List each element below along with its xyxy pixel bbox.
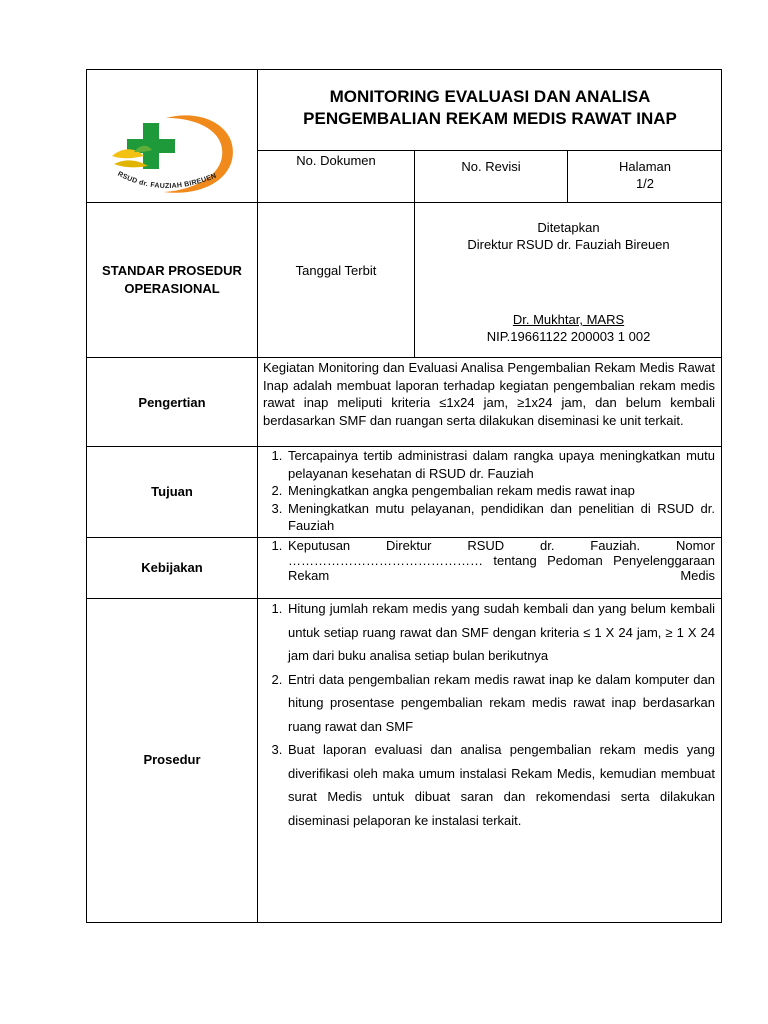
tujuan-label: Tujuan (151, 484, 193, 499)
sop-label-line-2: OPERASIONAL (124, 281, 220, 296)
no-revisi-label: No. Revisi (461, 159, 521, 174)
list-item: 2. Meningkatkan angka pengembalian rekam medis rawat inap (286, 482, 715, 500)
list-item: 2. Entri data pengembalian rekam medis rawat inap ke dalam komputer dan hitung prosentase pengembalian rekam medis rawat inap berdasarkan ruang rawat dan SMF (286, 668, 715, 739)
divider (86, 357, 722, 358)
list-item: 3. Meningkatkan mutu pelayanan, pendidikan dan penelitian di RSUD dr. Fauziah (286, 500, 715, 535)
hospital-logo (104, 108, 240, 200)
list-item: 1. Keputusan Direktur RSUD dr. Fauziah. Nomor ……………………………………… tentang Pedoman Penyelenggaraan Rekam Medis (286, 538, 715, 583)
divider (257, 69, 258, 923)
sop-label-line-1: STANDAR PROSEDUR (102, 263, 242, 278)
sop-label (87, 262, 257, 298)
title-line-1: MONITORING EVALUASI DAN ANALISA (329, 87, 651, 106)
kebijakan-label: Kebijakan (141, 560, 203, 575)
divider (86, 202, 722, 203)
halaman-label (568, 158, 722, 192)
list-item: 1. Tercapainya tertib administrasi dalam rangka upaya meningkatkan mutu pelayanan kesehatan di RSUD dr. Fauziah (286, 447, 715, 482)
direktur-text: Direktur RSUD dr. Fauziah Bireuen (467, 237, 670, 252)
pengertian-text: Kegiatan Monitoring dan Evaluasi Analisa Pengembalian Rekam Medis Rawat Inap adalah membuat laporan terhadap kegiatan pengembalian rekam medis rawat inap meliputi kriteria ≤1x24 jam, ≥1x24 jam, dan belum kembali berdasarkan SMF dan ruangan serta dilakukan diseminasi ke unit terkait. (263, 360, 715, 428)
list-item: 3. Buat laporan evaluasi dan analisa pengembalian rekam medis yang diverifikasi oleh maka umum instalasi Rekam Medis, kemudian membuat surat Medis untuk dibuat saran dan rekomendasi serta dilakukan diseminasi pelaporan ke instalasi terkait. (286, 738, 715, 832)
halaman-text: Halaman (618, 159, 672, 174)
ditetapkan-block (415, 219, 722, 253)
prosedur-label: Prosedur (143, 752, 201, 767)
tanggal-terbit-label: Tanggal Terbit (295, 263, 377, 278)
document-title (258, 86, 722, 130)
signatory-name: Dr. Mukhtar, MARS (512, 312, 625, 327)
divider (257, 150, 722, 151)
pengertian-label: Pengertian (138, 395, 206, 410)
kebijakan-list (260, 538, 715, 583)
signatory-block (415, 311, 722, 345)
logo-text: RSUD dr. FAUZIAH BIREUEN (116, 170, 218, 191)
list-item: 1. Hitung jumlah rekam medis yang sudah kembali dan yang belum kembali untuk setiap ruang rawat dan SMF dengan kriteria ≤ 1 X 24 jam, ≥ 1 X 24 jam dari buku analisa setiap bulan berikutnya (286, 597, 715, 668)
halaman-value: 1/2 (635, 176, 655, 191)
title-line-2: PENGEMBALIAN REKAM MEDIS RAWAT INAP (303, 109, 677, 128)
signatory-nip: NIP.19661122 200003 1 002 (486, 329, 651, 344)
prosedur-list (260, 597, 715, 832)
ditetapkan-text: Ditetapkan (537, 220, 600, 235)
no-dokumen-label: No. Dokumen (296, 153, 376, 168)
tujuan-list (260, 447, 715, 535)
